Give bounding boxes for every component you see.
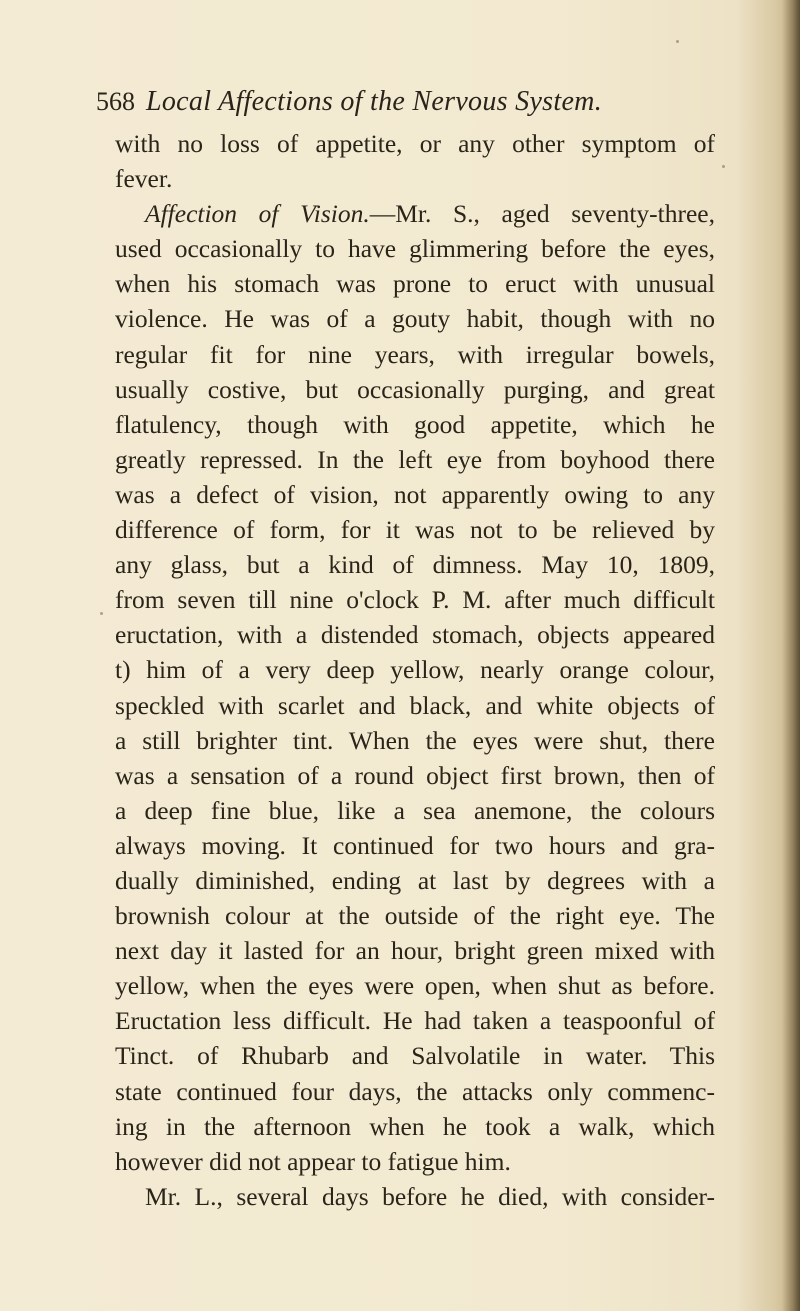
text-line [115,1179,715,1214]
page-edge-shadow [782,0,800,1311]
text-line [115,196,715,231]
text-line [115,617,715,652]
text-line [115,582,715,617]
text-line [115,933,715,968]
line-text: ing in the afternoon when he took a walk, which [115,1111,715,1141]
line-text: a deep fine blue, like a sea anemone, the colours [115,795,715,825]
line-text: violence. He was of a gouty habit, though with no [115,304,715,334]
text-line [115,547,715,582]
line-text: —Mr. S., aged seventy-three, [369,199,715,229]
text-line [115,898,715,933]
line-text: brownish colour at the outside of the right eye. The [115,901,715,931]
paper-speck [676,40,679,43]
text-line [115,1038,715,1073]
text-line [115,828,715,863]
text-line [115,723,715,758]
text-line [115,968,715,1003]
line-text: however did not appear to fatigue him. [115,1146,511,1176]
line-text: regular fit for nine years, with irregular bowels, [115,339,715,369]
text-line [115,372,715,407]
line-text: Tinct. of Rhubarb and Salvolatile in water. This [115,1041,715,1071]
line-text: yellow, when the eyes were open, when shut as before. [115,971,715,1001]
line-text: greatly repressed. In the left eye from boyhood there [115,444,715,474]
text-line [115,1144,715,1179]
line-text: next day it lasted for an hour, bright green mixed with [115,936,715,966]
running-title: Local Affections of the Nervous System. [146,86,603,117]
line-text: speckled with scarlet and black, and white objects of [115,690,715,720]
line-text: used occasionally to have glimmering before the eyes, [115,234,715,264]
line-text: with no loss of appetite, or any other symptom of [115,129,715,158]
text-line [115,652,715,687]
line-text: when his stomach was prone to eruct with unusual [115,269,715,299]
line-text: Eructation less difficult. He had taken a teaspoonful of [115,1006,715,1036]
text-line [115,231,715,266]
line-text: fever. [115,164,173,194]
line-text: flatulency, though with good appetite, which he [115,409,715,439]
line-text: any glass, but a kind of dimness. May 10, 1809, [115,550,715,580]
paper-speck [722,165,725,168]
text-line [115,266,715,301]
text-line [115,793,715,828]
text-line [115,863,715,898]
line-text: was a defect of vision, not apparently owing to any [115,479,715,509]
text-line [115,477,715,512]
text-line [115,1109,715,1144]
text-line [115,1074,715,1109]
text-line [115,1003,715,1038]
body-text [115,126,715,1214]
text-line [115,688,715,723]
line-text: from seven till nine o'clock P. M. after much difficult [115,585,715,615]
page-header [96,82,736,122]
line-text: state continued four days, the attacks only commenc- [115,1076,715,1106]
text-line [115,301,715,336]
line-text: always moving. It continued for two hours and gra- [115,830,715,860]
paper-speck [100,612,103,615]
text-line [115,512,715,547]
line-text: difference of form, for it was not to be relieved by [115,515,715,545]
text-line [115,442,715,477]
text-line [115,337,715,372]
line-text: t) him of a very deep yellow, nearly orange colour, [115,655,715,685]
text-line [115,758,715,793]
line-text: eructation, with a distended stomach, objects appeared [115,620,715,650]
text-line [115,407,715,442]
line-text: was a sensation of a round object first brown, then of [115,760,715,790]
text-line [115,161,715,196]
line-text: usually costive, but occasionally purging, and great [115,374,715,404]
section-heading: Affection of Vision. [145,199,370,229]
text-line [115,126,715,161]
line-text: dually diminished, ending at last by degrees with a [115,865,715,895]
line-text: a still brighter tint. When the eyes were shut, there [115,725,715,755]
line-text: Mr. L., several days before he died, with consider- [145,1181,715,1211]
page-number: 568 [96,87,135,116]
